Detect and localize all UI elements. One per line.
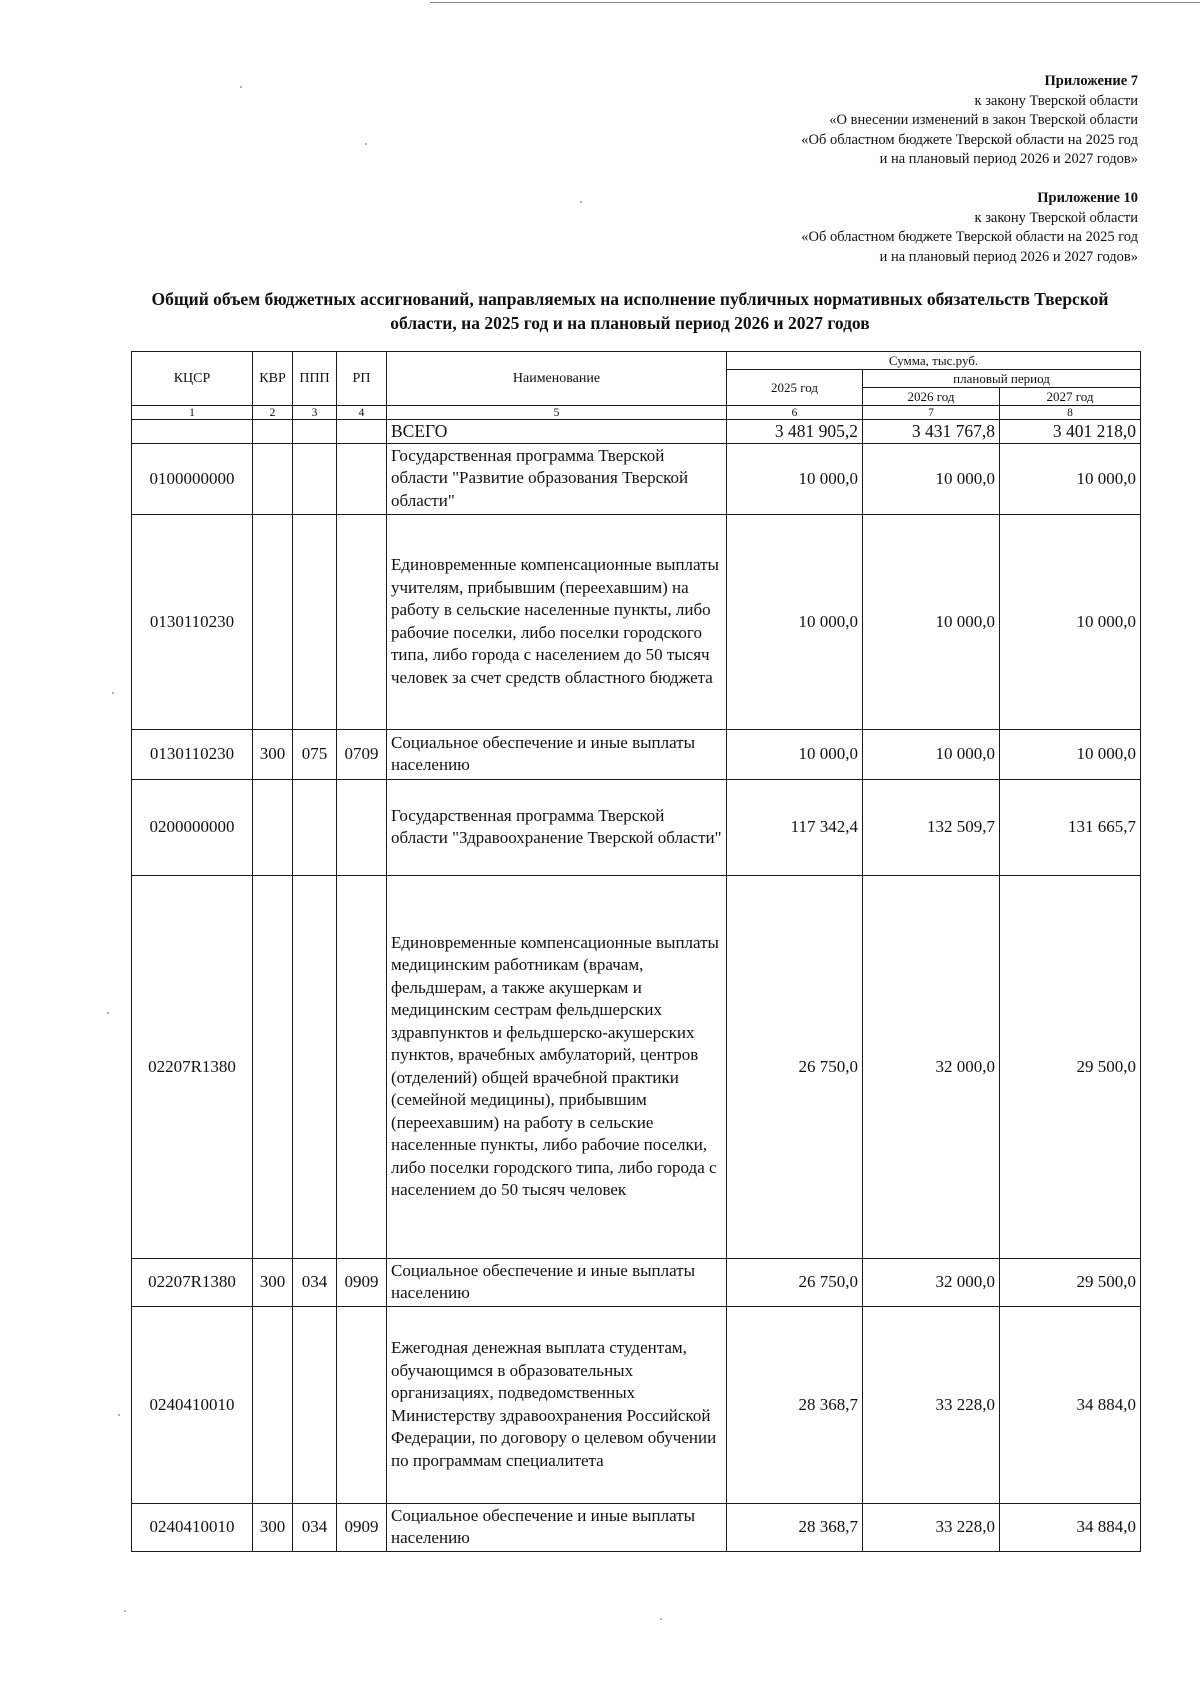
cell-kvr: 300 (253, 1258, 293, 1306)
appendix-10-line: «Об областном бюджете Тверской области на 2025 год (801, 229, 1138, 245)
cell-ppp: 034 (293, 1258, 337, 1306)
cell-2025: 10 000,0 (727, 514, 863, 729)
column-number: 7 (863, 406, 1000, 420)
header-year-2025: 2025 год (727, 370, 863, 406)
cell-2026: 33 228,0 (863, 1306, 1000, 1503)
budget-table (131, 351, 1141, 1552)
table-row (132, 1258, 1141, 1306)
cell-ppp: 075 (293, 729, 337, 779)
total-label: ВСЕГО (387, 420, 727, 444)
cell-ppp: 034 (293, 1503, 337, 1551)
cell-ppp (293, 875, 337, 1258)
header-year-2026: 2026 год (863, 388, 1000, 406)
cell-2027: 29 500,0 (1000, 875, 1141, 1258)
cell-kcsr: 0240410010 (132, 1503, 253, 1551)
cell-kcsr: 0240410010 (132, 1306, 253, 1503)
cell-2027: 10 000,0 (1000, 514, 1141, 729)
cell-kcsr: 0130110230 (132, 729, 253, 779)
cell-kvr (253, 779, 293, 875)
document-title-line: области, на 2025 год и на плановый период 2026 и 2027 годов (390, 313, 870, 333)
cell-name: Социальное обеспечение и иные выплаты населению (387, 729, 727, 779)
cell-rp: 0909 (337, 1258, 387, 1306)
column-number: 4 (337, 406, 387, 420)
header-name: Наименование (387, 352, 727, 406)
cell-2027: 131 665,7 (1000, 779, 1141, 875)
column-number: 6 (727, 406, 863, 420)
document-title-line: Общий объем бюджетных ассигнований, направляемых на исполнение публичных нормативных обязательств Тверской (151, 289, 1109, 309)
table-row (132, 1306, 1141, 1503)
column-number: 3 (293, 406, 337, 420)
cell-rp (337, 443, 387, 514)
scan-top-edge (430, 2, 1200, 3)
appendix-7-line: и на плановый период 2026 и 2027 годов» (879, 151, 1138, 167)
appendix-7-header (801, 72, 1138, 170)
appendix-7-title: Приложение 7 (1044, 73, 1138, 89)
table-row (132, 875, 1141, 1258)
appendix-7-line: «Об областном бюджете Тверской области на 2025 год (801, 131, 1138, 148)
document-title (120, 287, 1140, 335)
appendix-7-line: к закону Тверской области (974, 92, 1138, 109)
appendix-7-line: «О внесении изменений в закон Тверской области (829, 112, 1138, 128)
cell-kvr (253, 1306, 293, 1503)
cell-2026: 10 000,0 (863, 443, 1000, 514)
scan-speck (112, 692, 114, 694)
cell-name: Социальное обеспечение и иные выплаты населению (387, 1503, 727, 1551)
cell-2025: 28 368,7 (727, 1306, 863, 1503)
cell-2026: 10 000,0 (863, 729, 1000, 779)
cell-2026: 32 000,0 (863, 875, 1000, 1258)
table-row (132, 443, 1141, 514)
cell-rp (337, 514, 387, 729)
cell-name: Ежегодная денежная выплата студентам, обучающимся в образовательных организациях, подведомственных Министерству здравоохранения Российской Федерации, по договору о целевом обучении по программам специалитета (387, 1306, 727, 1503)
appendix-10-line: и на плановый период 2026 и 2027 годов» (879, 248, 1138, 265)
appendix-10-header (801, 189, 1138, 267)
cell-2026: 132 509,7 (863, 779, 1000, 875)
table-row (132, 779, 1141, 875)
cell-kcsr: 02207R1380 (132, 1258, 253, 1306)
scan-speck (660, 1618, 662, 1620)
total-2025: 3 481 905,2 (727, 420, 863, 444)
cell-2027: 10 000,0 (1000, 729, 1141, 779)
cell-2025: 26 750,0 (727, 875, 863, 1258)
column-number: 5 (387, 406, 727, 420)
cell-2027: 34 884,0 (1000, 1503, 1141, 1551)
total-2026: 3 431 767,8 (863, 420, 1000, 444)
cell-name: Единовременные компенсационные выплаты медицинским работникам (врачам, фельдшерам, а также акушеркам и медицинским сестрам фельдшерских здравпунктов и фельдшерско-акушерских пунктов, врачебных амбулаторий, центров (отделений) общей врачебной практики (семейной медицины), прибывшим (переехавшим) на работу в сельские населенные пункты, либо рабочие поселки, либо поселки городского типа, либо города с населением до 50 тысяч человек (387, 875, 727, 1258)
cell-kvr (253, 875, 293, 1258)
column-number: 2 (253, 406, 293, 420)
cell-kvr: 300 (253, 1503, 293, 1551)
appendix-10-line: к закону Тверской области (974, 209, 1138, 226)
cell-2027: 10 000,0 (1000, 443, 1141, 514)
header-year-2027: 2027 год (1000, 388, 1141, 406)
cell-kcsr: 0200000000 (132, 779, 253, 875)
cell-kvr (253, 443, 293, 514)
header-planned-period: плановый период (863, 370, 1141, 388)
cell-ppp (293, 514, 337, 729)
cell-name: Социальное обеспечение и иные выплаты населению (387, 1258, 727, 1306)
cell-2025: 117 342,4 (727, 779, 863, 875)
cell-2027: 34 884,0 (1000, 1306, 1141, 1503)
cell-kvr: 300 (253, 729, 293, 779)
table-row (132, 1503, 1141, 1551)
cell-kcsr: 0100000000 (132, 443, 253, 514)
total-2027: 3 401 218,0 (1000, 420, 1141, 444)
cell-rp (337, 1306, 387, 1503)
total-row (132, 420, 1141, 444)
cell-rp: 0909 (337, 1503, 387, 1551)
cell-name: Государственная программа Тверской области "Развитие образования Тверской области" (387, 443, 727, 514)
column-number: 8 (1000, 406, 1141, 420)
table-row (132, 729, 1141, 779)
cell-kvr (253, 514, 293, 729)
scan-speck (365, 143, 367, 145)
cell-2026: 33 228,0 (863, 1503, 1000, 1551)
cell-ppp (293, 1306, 337, 1503)
cell-2025: 26 750,0 (727, 1258, 863, 1306)
table-row (132, 514, 1141, 729)
cell-name: Государственная программа Тверской области "Здравоохранение Тверской области" (387, 779, 727, 875)
header-sum: Сумма, тыс.руб. (727, 352, 1141, 370)
cell-2025: 10 000,0 (727, 443, 863, 514)
cell-ppp (293, 443, 337, 514)
scan-speck (580, 201, 582, 203)
cell-kcsr: 0130110230 (132, 514, 253, 729)
cell-rp: 0709 (337, 729, 387, 779)
cell-2026: 32 000,0 (863, 1258, 1000, 1306)
header-kvr: КВР (253, 352, 293, 406)
cell-name: Единовременные компенсационные выплаты учителям, прибывшим (переехавшим) на работу в сельские населенные пункты, либо рабочие поселки, либо поселки городского типа, либо города с населением до 50 тысяч человек за счет средств областного бюджета (387, 514, 727, 729)
scan-speck (107, 1012, 109, 1014)
cell-kcsr: 02207R1380 (132, 875, 253, 1258)
cell-2026: 10 000,0 (863, 514, 1000, 729)
appendix-10-title: Приложение 10 (1037, 190, 1138, 206)
cell-rp (337, 779, 387, 875)
column-number: 1 (132, 406, 253, 420)
cell-2025: 10 000,0 (727, 729, 863, 779)
scan-speck (240, 86, 242, 88)
scan-speck (124, 1610, 126, 1612)
scan-speck (118, 1414, 120, 1416)
cell-ppp (293, 779, 337, 875)
header-rp: РП (337, 352, 387, 406)
cell-2027: 29 500,0 (1000, 1258, 1141, 1306)
cell-rp (337, 875, 387, 1258)
header-kcsr: КЦСР (132, 352, 253, 406)
header-ppp: ППП (293, 352, 337, 406)
cell-2025: 28 368,7 (727, 1503, 863, 1551)
